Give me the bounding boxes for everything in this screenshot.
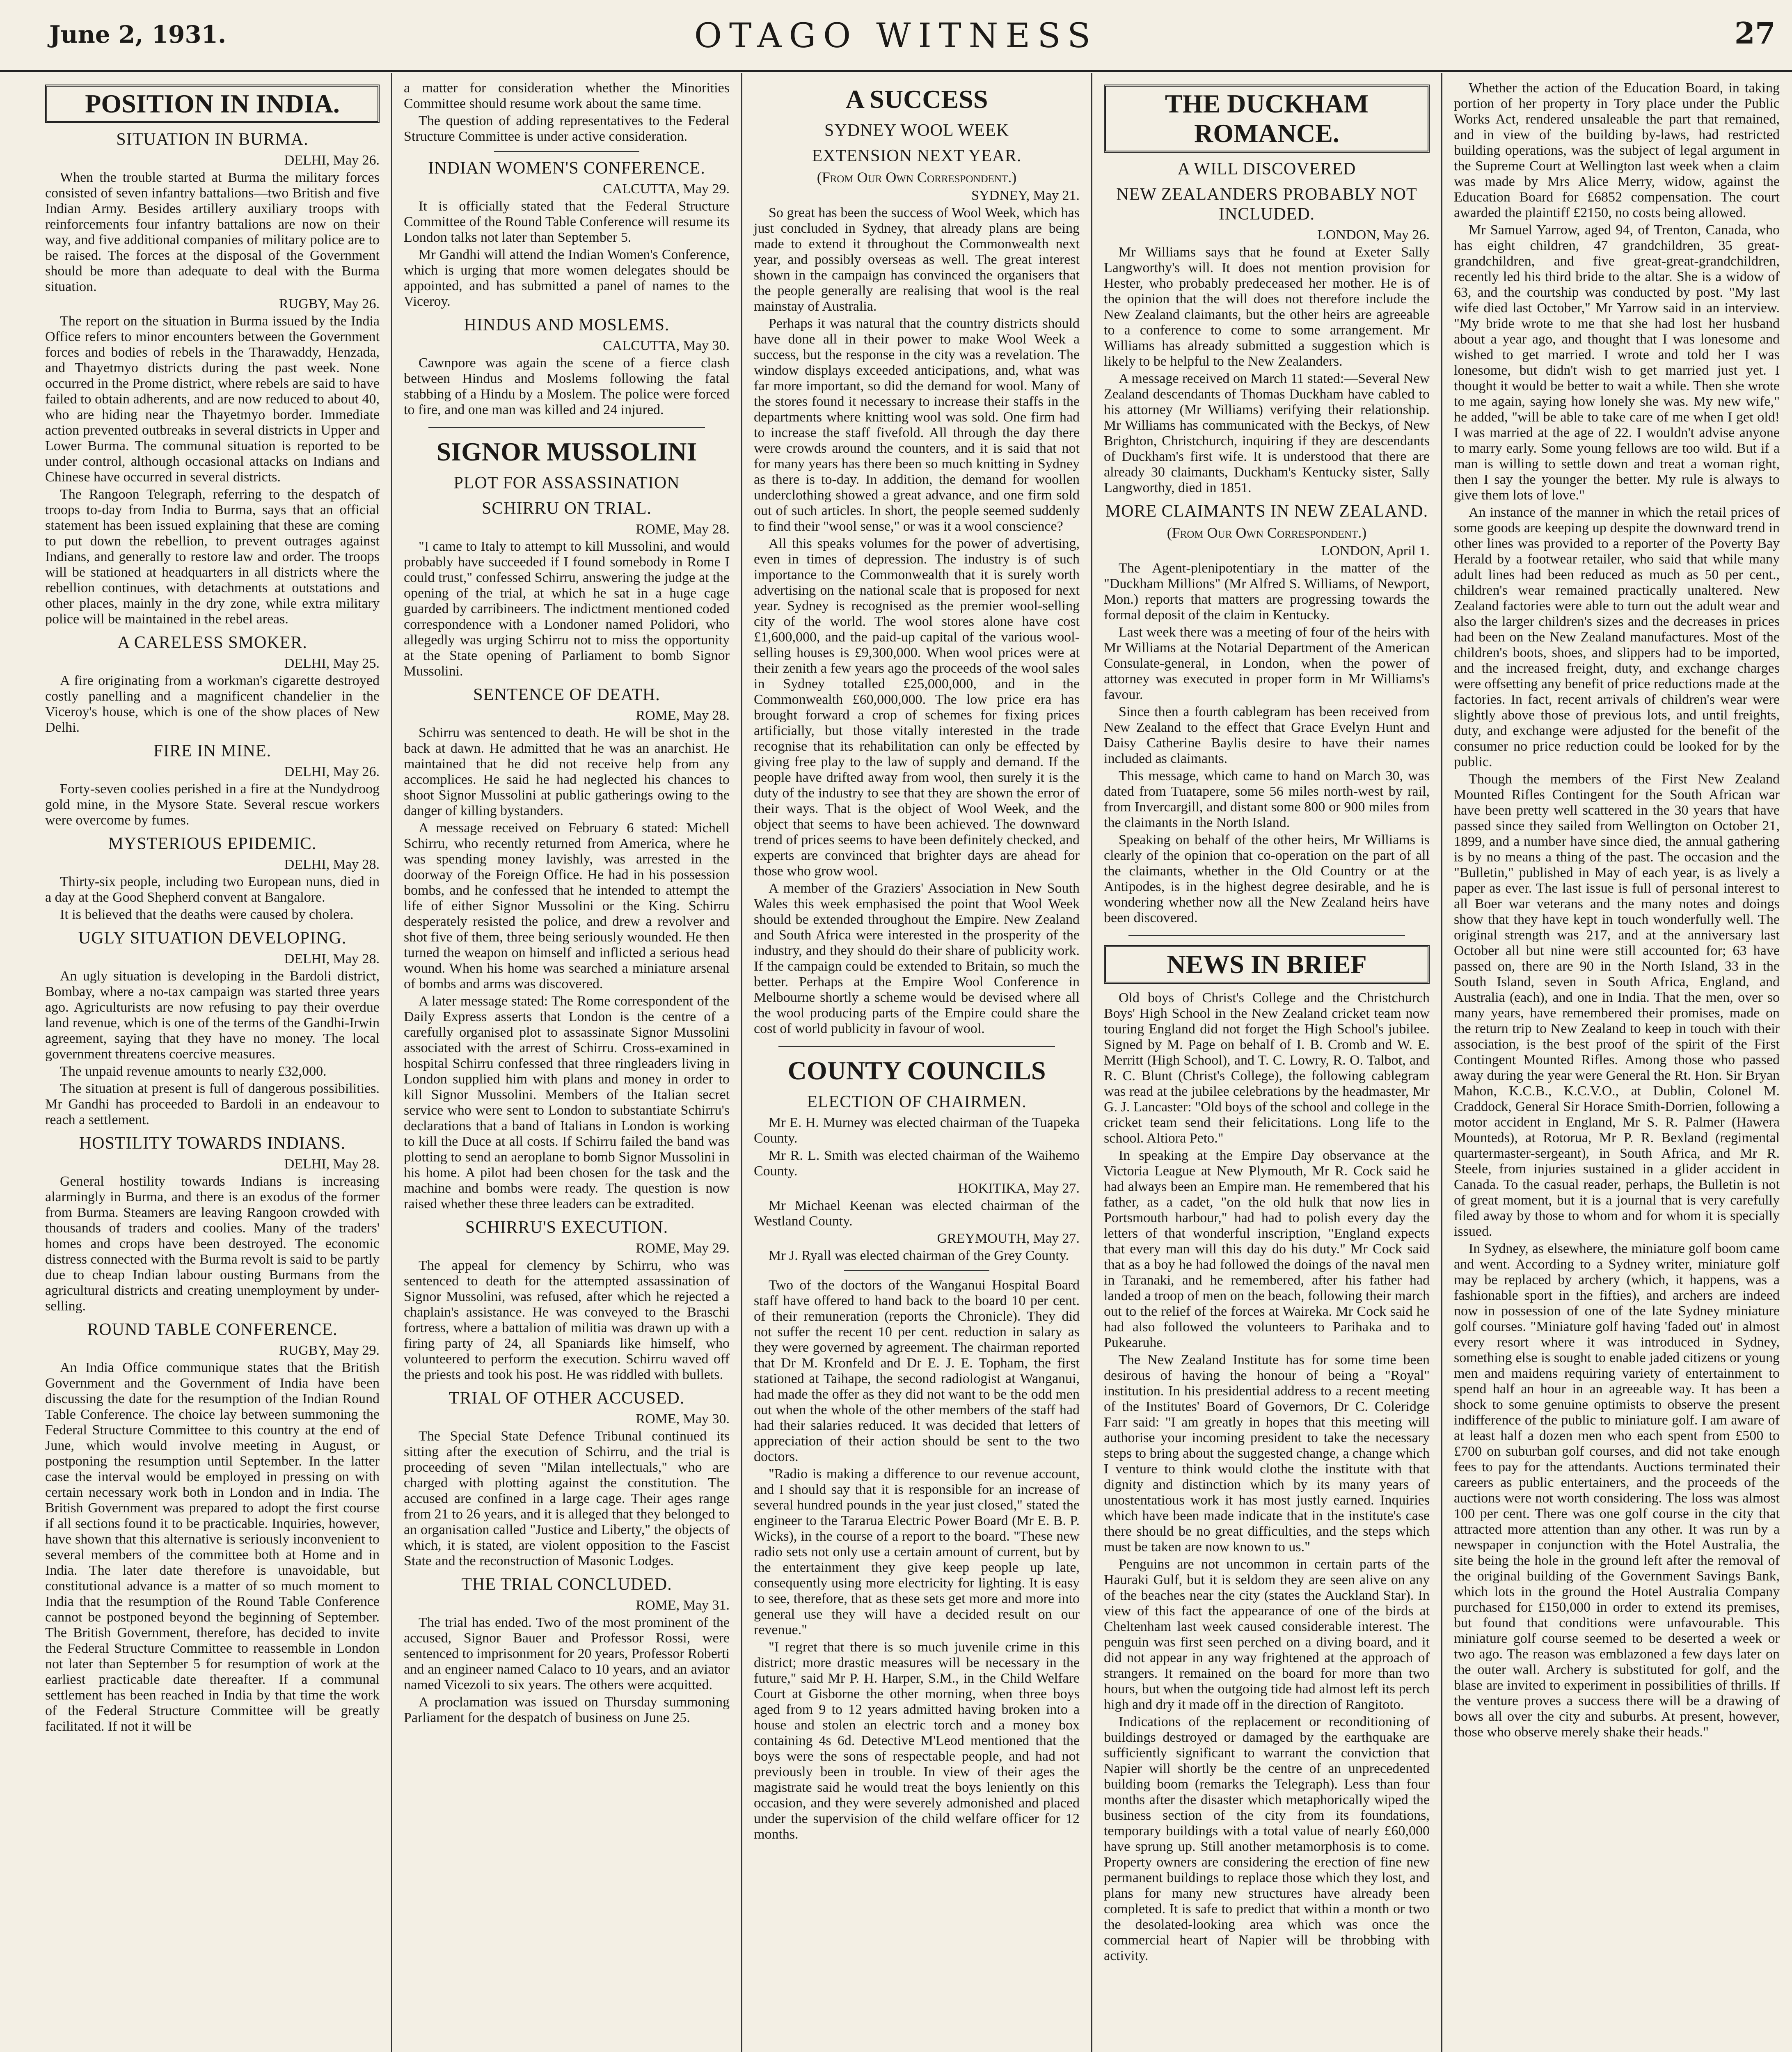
paragraph: In Sydney, as elsewhere, the miniature golf boom came and went. According to a Sydney writer, miniature golf may be replaced by archery (which, it happens, was a fashionable sport in the fifties), and archers are indeed now in possession of one of the late Sydney miniature golf courses. "Miniature golf having 'faded out' in almost every resort where it was introduced in Sydney, something else is sought to enable jaded citizens or young men and maidens requiring variety of entertainment to spend half an hour in an agreeable way. It has been a shock to some genuine optimists to observe the present indifference of the public to miniature golf. I am aware of at least half a dozen men who each spent from £500 to £700 on suburban golf courses, and did not take enough fees to pay for the attendants. Auctions terminated their careers as public entertainers, and the proceeds of the auctions were not worth considering. The loss was almost 100 per cent. There was one golf course in the city that attracted more attention than any other. It was run by a newspaper in conjunction with the Hotel Australia, the site being the hole in the ground left after the removal of the original building of the Government Savings Bank, which lots in the ground the Hotel Australia Company purchased for £150,000 in order to extend its premises, but found that conditions were unfavourable. This miniature golf course seemed to be deserted a week or two ago. The reason was emblazoned a few days later on the outer wall. Archery is substituted for golf, and the blase are invited to experiment in possibilities of thrills. If the venture proves a success there will be a drawing of bows all over the city and suburbs. At present, however, those who observe merely shake their heads." <box>1454 1241 1780 1740</box>
column-4 <box>1091 73 1441 2052</box>
subhead: TRIAL OF OTHER ACCUSED. <box>449 1389 685 1408</box>
paragraph: Mr Gandhi will attend the Indian Women's Conference, which is urging that more women delegates should be appointed, and has submitted a panel of names to the Viceroy. <box>404 247 730 309</box>
paragraph: Mr Samuel Yarrow, aged 94, of Trenton, Canada, who has eight children, 47 grandchildren, 35 great-grandchildren, and five great-great-grandchildren, recently led his third bride to the altar. She is a widow of 63, and the courtship was conducted by post. "My last wife died last October," Mr Yarrow said in an interview. "My bride wrote to me that she had lost her husband about a year ago, and thought that I was lonesome and wished to get married. I wrote and told her I was lonesome, but didn't wish to get married just yet. I thought it would be better to wait a while. Then she wrote to me again, saying how lonely she was. My new wife," he added, "will be able to take care of me when I get old! I was married at the age of 22. I wouldn't advise anyone to marry early. Some young fellows are too wild. But if a man is willing to settle down and treat a woman right, then I say the younger the better. My rule is always to give them lots of love." <box>1454 222 1780 503</box>
subhead: SYDNEY WOOL WEEK <box>824 121 1009 140</box>
divider <box>844 1270 989 1271</box>
dateline: SYDNEY, May 21. <box>971 188 1080 203</box>
paragraph: An instance of the manner in which the retail prices of some goods are keeping up despite the downward trend in other lines was provided to a reporter of the Poverty Bay Herald by a footwear retailer, who said that while many adult lines had been reduced as much as 50 per cent., children's wear remained practically unaltered. New Zealand factories were able to turn out the adult wear and also the larger children's sizes and the decreases in prices had been on the New Zealand manufactures. Most of the children's boots, shoes, and slippers had to be imported, and the increased freight, duty, and exchange charges were offsetting any benefit of price reductions made at the factories. In fact, recent arrivals of children's wear were slightly above those of previous lots, and until freights, duty, and exchange were adjusted for the benefit of the consumer no price reduction could be looked for by the public. <box>1454 505 1780 770</box>
subhead: MYSTERIOUS EPIDEMIC. <box>108 834 317 853</box>
subhead-plot: PLOT FOR ASSASSINATION <box>453 474 680 492</box>
dateline: DELHI, May 28. <box>284 951 380 966</box>
paragraph: Mr Michael Keenan was elected chairman of the Westland County. <box>754 1198 1080 1229</box>
dateline: HOKITIKA, May 27. <box>958 1181 1080 1196</box>
column-2 <box>391 73 741 2052</box>
paragraph: An India Office communique states that the British Government and the Government of India have been discussing the date for the resumption of the Indian Round Table Conference. The choice lay between summoning the Federal Structure Committee to this country at the end of June, which would involve meeting in August, or postponing the resumption until September. In the latter case the interval would be employed in pressing on with certain necessary work both in London and in India. The British Government was prepared to adopt the first course if all sections found it to be practicable. Inquiries, however, have shown that this alternative is seriously inconvenient to several members of the committee both at Home and in India. The later date therefore is unavoidable, but constitutional advance is a matter of so much moment to India that the resumption of the Round Table Conference cannot be postponed beyond the beginning of September. The British Government, therefore, has decided to invite the Federal Structure Committee to reassemble in London not later than September 5 for resumption of work at the earliest practicable date thereafter. If a communal settlement has been reached in India by that time the work of the Federal Structure Committee will be greatly facilitated. If not it will be <box>45 1360 380 1734</box>
paragraph: Mr R. L. Smith was elected chairman of the Waihemo County. <box>754 1148 1080 1179</box>
subhead: A CARELESS SMOKER. <box>117 633 307 652</box>
paragraph: The Agent-plenipotentiary in the matter of the "Duckham Millions" (Mr Alfred S. Williams, of Newport, Mon.) reports that matters are progressing towards the formal deposit of the claim in Kentucky. <box>1104 561 1430 623</box>
dateline: DELHI, May 28. <box>284 1157 380 1172</box>
dateline: LONDON, April 1. <box>1321 543 1430 559</box>
paragraph: The Special State Defence Tribunal continued its sitting after the execution of Schirru, and the trial is proceeding of seven "Milan intellectuals," who are charged with plotting against the constitution. The accused are confined in a large cage. Their ages range from 21 to 26 years, and it is alleged that they belonged to an organisation called "Justice and Liberty," the objects of which, it is stated, are violent opposition to the Fascist State and the reconstruction of Masonic Lodges. <box>404 1429 730 1569</box>
paragraph: a matter for consideration whether the Minorities Committee should resume work about the same time. <box>404 80 730 111</box>
dateline: GREYMOUTH, May 27. <box>937 1231 1080 1246</box>
subhead: HINDUS AND MOSLEMS. <box>464 316 670 334</box>
paragraph: Cawnpore was again the scene of a fierce clash between Hindus and Moslems following the fatal stabbing of a Hindu by a Moslem. The police were forced to fire, and one man was killed and 24 injured. <box>404 355 730 417</box>
column-3 <box>741 73 1091 2052</box>
paragraph: The appeal for clemency by Schirru, who was sentenced to death for the attempted assassination of Signor Mussolini, was refused, after which he rejected a chaplain's assistance. He was conveyed to the Braschi fortress, where a battalion of militia was drawn up with a firing party of 24, all Spaniards like himself, who volunteered to perform the execution. Schirru waved off the priests and took his post. He was riddled with bullets. <box>404 1258 730 1382</box>
paragraph: When the trouble started at Burma the military forces consisted of seven infantry battalions—two British and five Indian Army. Besides artillery auxiliary troops with reinforcements four infantry battalions are now on their way, and five additional companies of military police are to be raised. The forces at the disposal of the Government should be more than adequate to deal with the Burma situation. <box>45 170 380 294</box>
issue-date: June 2, 1931. <box>49 21 227 48</box>
headline-signor-mussolini: SIGNOR MUSSOLINI <box>436 437 697 466</box>
headline-news-in-brief: NEWS IN BRIEF <box>1104 945 1430 984</box>
columns <box>41 73 1792 2052</box>
paragraph: Old boys of Christ's College and the Christchurch Boys' High School in the New Zealand cricket team now touring England did not forget the High School's jubilee. Signed by M. Page on behalf of I. B. Cromb and W. E. Merritt (High School), and T. C. Lowry, R. O. Talbot, and R. C. Blunt (Christ's College), the following cablegram was read at the jubilee celebrations by the headmaster, Mr G. J. Lancaster: "Old boys of the school and college in the cricket team send their felicitations. Long life to the school. Altiora Peto." <box>1104 990 1430 1146</box>
subhead: ROUND TABLE CONFERENCE. <box>87 1320 338 1339</box>
page-number: 27 <box>1734 16 1776 50</box>
paragraph: The situation at present is full of dangerous possibilities. Mr Gandhi has proceeded to Bardoli in an endeavour to reach a settlement. <box>45 1081 380 1127</box>
divider <box>494 151 639 152</box>
paragraph: "I regret that there is so much juvenile crime in this district; more drastic measures will be necessary in the future," said Mr P. H. Harper, S.M., in the Child Welfare Court at Gisborne the other morning, when three boys aged from 9 to 12 years admitted having broken into a house and stolen an electric torch and a money box containing 4s 6d. Detective M'Leod mentioned that the boys were the sons of respectable people, and had not previously been in trouble. In view of their ages the magistrate said he would treat the boys leniently on this occasion, and they were severely admonished and placed under the supervision of the child welfare officer for 12 months. <box>754 1640 1080 1842</box>
paragraph: Two of the doctors of the Wanganui Hospital Board staff have offered to hand back to the board 10 per cent. of their remuneration (reports the Chronicle). They did not suffer the recent 10 per cent. reduction in salary as they were governed by agreement. The chairman reported that Dr M. Kronfeld and Dr E. J. E. Topham, the first stationed at Taihape, the second radiologist at Wanganui, had made the offer as they did not want to be the odd men out when the whole of the other members of the staff had had their salaries reduced. It was decided that letters of appreciation of their action should be sent to the two doctors. <box>754 1278 1080 1464</box>
subhead: FIRE IN MINE. <box>153 742 272 760</box>
subhead: INDIAN WOMEN'S CONFERENCE. <box>428 159 705 178</box>
paragraph: Indications of the replacement or reconditioning of buildings destroyed or damaged by the earthquake are sufficiently significant to warrant the conviction that Napier will shortly be the centre of an unprecedented building boom (remarks the Telegraph). Less than four months after the disaster which metaphorically wiped the business section of the city from its foundations, temporary buildings with a total value of nearly £60,000 have sprung up. Still another metamorphosis is to come. Property owners are considering the erection of fine new permanent buildings to replace those which they lost, and plans for many new structures have already been completed. It is safe to predict that within a month or two the desolated-looking area which was once the commercial heart of Napier will be throbbing with activity. <box>1104 1714 1430 1963</box>
divider <box>778 1046 1055 1047</box>
subhead: NEW ZEALANDERS PROBABLY NOT INCLUDED. <box>1116 185 1417 224</box>
subhead: SENTENCE OF DEATH. <box>473 685 660 704</box>
dateline: CALCUTTA, May 29. <box>603 181 730 197</box>
subhead: A WILL DISCOVERED <box>1177 160 1356 179</box>
subhead: SITUATION IN BURMA. <box>116 130 309 149</box>
headline-duckham-romance: THE DUCKHAM ROMANCE. <box>1104 85 1430 153</box>
paragraph: General hostility towards Indians is increasing alarmingly in Burma, and there is an exodus of the former from Burma. Steamers are leaving Rangoon crowded with thousands of traders and coolies. Many of the traders' homes and crops have been destroyed. The economic distress connected with the Burma revolt is said to be partly due to cheap Indian labour ousting Burmans from the agricultural districts and creating unemployment by under-selling. <box>45 1174 380 1314</box>
paragraph: Mr J. Ryall was elected chairman of the Grey County. <box>769 1248 1069 1263</box>
dateline: CALCUTTA, May 30. <box>603 338 730 353</box>
subhead: MORE CLAIMANTS IN NEW ZEALAND. <box>1105 502 1428 521</box>
paragraph: A later message stated: The Rome correspondent of the Daily Express asserts that London is the centre of a carefully organised plot to assassinate Signor Mussolini associated with the arrest of Schirru. Cross-examined in hospital Schirru confessed that three ringleaders living in London supplied him with plans and money in order to kill Signor Mussolini. Members of the Italian secret service who were sent to London to substantiate Schirru's declarations that a band of Italians in London is working to kill the Duce at all costs. If Schirru failed the band was plotting to send an aeroplane to bomb Signor Mussolini in his home. A pilot had been chosen for the task and the machine and bombs were ready. The question is now raised whether these three leaders can be extradited. <box>404 994 730 1212</box>
paragraph: "I came to Italy to attempt to kill Mussolini, and would probably have succeeded if I found somebody in Rome I could trust," confessed Schirru, answering the judge at the opening of the trial, at which he sat in a huge cage guarded by carribineers. The indictment mentioned coded correspondence with a Londoner named Polidori, who allegedly was urging Schirru not to miss the opportunity at the State opening of Parliament to bomb Signor Mussolini. <box>404 539 730 679</box>
newspaper-title: OTAGO WITNESS <box>694 16 1098 55</box>
paragraph: The New Zealand Institute has for some time been desirous of having the honour of being a "Royal" institution. In his presidential address to a recent meeting of the Institutes' Board of Governors, Dr C. Coleridge Farr said: "I am greatly in hopes that this meeting will authorise your incoming president to take the necessary steps to bring about the suggested change, a change which I venture to think would clothe the institute with that dignity and distinction which by its many years of unostentatious work it has most justly earned. Inquiries which have been made indicate that in the institute's case there should be no great difficulties, and the steps which must be taken are now known to us." <box>1104 1352 1430 1555</box>
dateline: DELHI, May 26. <box>284 153 380 168</box>
paragraph: Schirru was sentenced to death. He will be shot in the back at dawn. He admitted that he was an anarchist. He maintained that he did not receive help from any accomplices. He said he had neglected his chances to shoot Signor Mussolini at public gatherings owing to the danger of killing bystanders. <box>404 725 730 818</box>
subhead: EXTENSION NEXT YEAR. <box>812 147 1022 165</box>
paragraph: In speaking at the Empire Day observance at the Victoria League at New Plymouth, Mr R. Cock said he had always been an Empire man. He remembered that his father, as a cadet, "on the old hulk that now lies in Portsmouth harbour," had had to polish every day the letters of that wonderful inscription, "England expects that every man will this day do his duty." Mr Cock said that as a boy he had followed the doings of the naval men in Taranaki, and he remembered, after his father had landed a troop of men on the beach, following their march out to the relief of the forces at Waireka. Mr Cock said he had also followed the volunteers to Parihaka and to Pukearuhe. <box>1104 1148 1430 1350</box>
dateline: ROME, May 28. <box>636 708 730 723</box>
byline: (From Our Own Correspondent.) <box>1167 524 1367 541</box>
paragraph: A message received on February 6 stated: Michell Schirru, who recently returned from America, where he was spending money lavishly, was arrested in the doorway of the Foreign Office. He had in his possession bombs, and he confessed that he intended to attempt the life of either Signor Mussolini or the King. Schirru desperately resisted the police, and drew a revolver and shot five of them, three being seriously wounded. He then turned the weapon on himself and inflicted a serious head wound. When his home was searched a miniature arsenal of bombs and arms was discovered. <box>404 820 730 992</box>
paragraph: Though the members of the First New Zealand Mounted Rifles Contingent for the South African war have been pretty well scattered in the 30 years that have passed since they sailed from Wellington on October 21, 1899, and a number have since died, the annual gathering is by no means a thing of the past. The occasion and the "Bulletin," published in May of each year, is as lively a paper as ever. The last issue is full of personal interest to all Boer war veterans and the many notes and doings show that they have kept in touch wonderfully well. The original strength was 217, and at the anniversary last October all but nine were still accounted for; 63 have passed on, there are 90 in the North Island, 33 in the South Island, seven in South Africa, England, and Australia (each), and one in India. That the men, over so many years, have remembered their promises, made on the return trip to New Zealand to keep in touch with their association, is the best proof of the spirit of the First Contingent Mounted Rifles. Among those who passed away during the year were General the Rt. Hon. Sir Bryan Mahon, K.C.B., K.C.V.O., at Dublin, Colonel M. Craddock, General Sir Horace Smith-Dorrien, following a motor accident in England, Mr S. R. Palmer (Hawera Mounteds), at Rotorua, Mr P. R. Bexland (regimental quartermaster-sergeant), in South Africa, and Mr R. Steele, from injuries sustained in a glider accident in Canada. To the casual reader, perhaps, the Bulletin is not of great moment, but it is a journal that is very carefully filed away by those to whom and for whom it is specially issued. <box>1454 772 1780 1239</box>
dateline: DELHI, May 28. <box>284 857 380 872</box>
paragraph: The Rangoon Telegraph, referring to the despatch of troops to-day from India to Burma, says that an official statement has been issued explaining that these are coming to put down the rebellion, to prevent outrages against Indians, and generally to restore law and order. The troops will be stationed at headquarters in all districts where the rebellion continues, with detachments at outstations and other places, mainly in the dry zone, while extra military police will be maintained in the rebel areas. <box>45 487 380 627</box>
dateline: RUGBY, May 26. <box>279 296 380 311</box>
byline: (From Our Own Correspondent.) <box>817 169 1017 186</box>
dateline: ROME, May 29. <box>636 1241 730 1256</box>
dateline: DELHI, May 26. <box>284 764 380 779</box>
paragraph: A proclamation was issued on Thursday summoning Parliament for the despatch of business on June 25. <box>404 1695 730 1725</box>
paragraph: So great has been the success of Wool Week, which has just concluded in Sydney, that already plans are being made to extend it throughout the Commonwealth next year, and possibly overseas as well. The great interest shown in the campaign has convinced the organisers that the people generally are realising that wool is the real mainstay of Australia. <box>754 205 1080 314</box>
dateline: DELHI, May 25. <box>284 656 380 671</box>
headline-position-in-india: POSITION IN INDIA. <box>45 85 380 123</box>
paragraph: A message received on March 11 stated:—Several New Zealand descendants of Thomas Duckham have cabled to his attorney (Mr Williams) verifying their relationship. Mr Williams has communicated with the Beckys, of New Brighton, Christchurch, inquiring if they are descendants of Duckham's first wife. It is understood that there are already 30 claimants, Duckham's Kentucky sister, Sally Langworthy, died in 1851. <box>1104 371 1430 495</box>
dateline: ROME, May 31. <box>636 1598 730 1613</box>
paragraph: Last week there was a meeting of four of the heirs with Mr Williams at the Notarial Department of the American Consulate-general, in London, when the power of attorney was executed in proper form in Mr Williams's favour. <box>1104 625 1430 702</box>
paragraph: A member of the Graziers' Association in New South Wales this week emphasised the point that Wool Week should be extended throughout the Empire. New Zealand and South Africa were interested in the prosperity of the industry, and they should do their share of publicity work. If the campaign could be extended to Britain, so much the better. Perhaps at the Empire Wool Conference in Melbourne shortly a scheme would be devised where all the wool producing parts of the Empire could share the cost of world publicity in favour of wool. <box>754 881 1080 1036</box>
paragraph: This message, which came to hand on March 30, was dated from Tuatapere, some 56 miles north-west by rail, from Invercargill, and distant some 800 or 900 miles from the claimants in the North Island. <box>1104 768 1430 830</box>
subhead: SCHIRRU'S EXECUTION. <box>465 1218 668 1237</box>
paragraph: A fire originating from a workman's cigarette destroyed costly panelling and a magnificent chandelier in the Viceroy's house, which is one of the show places of New Delhi. <box>45 673 380 735</box>
divider <box>1128 935 1405 936</box>
paragraph: Since then a fourth cablegram has been received from New Zealand to the effect that Grace Evelyn Hunt and Daisy Catherine Baylis desire to have their names included as claimants. <box>1104 704 1430 766</box>
dateline: RUGBY, May 29. <box>279 1343 380 1358</box>
column-5 <box>1441 73 1791 2052</box>
divider <box>428 427 705 428</box>
paragraph: Forty-seven coolies perished in a fire at the Nundydroog gold mine, in the Mysore State. Several rescue workers were overcome by fumes. <box>45 781 380 828</box>
headline-a-success: A SUCCESS <box>845 85 988 114</box>
paragraph: Perhaps it was natural that the country districts should have done all in their power to make Wool Week a success, but the response in the city was a revelation. The window displays exceeded anticipations, and, what was far more important, so did the demand for wool. Many of the stores found it necessary to increase their staffs in the departments where knitting wool was sold. One firm had to increase the staff fivefold. All through the day there were crowds around the counters, and it is said that not for many years has there been so much knitting in Sydney as there is to-day. In addition, the demand for woollen underclothing showed a great advance, and one firm sold out of such articles. In short, the people seemed suddenly to find their "wool sense," or was it a wool conscience? <box>754 316 1080 534</box>
column-1 <box>41 73 391 2052</box>
subhead: UGLY SITUATION DEVELOPING. <box>78 929 347 948</box>
paragraph: It is officially stated that the Federal Structure Committee of the Round Table Conference will resume its London talks not later than September 5. <box>404 199 730 245</box>
masthead <box>0 0 1792 72</box>
paragraph: "Radio is making a difference to our revenue account, and I should say that it is responsible for an increase of several hundred pounds in the year just closed," stated the engineer to the Tararua Electric Power Board (Mr E. B. P. Wicks), in the course of a report to the board. "These new radio sets not only use a certain amount of current, but by the entertainment they give keep people up late, consequently using more electricity for lighting. It is easy to see, therefore, that as these sets get more and more into general use they will have a decided result on our revenue." <box>754 1466 1080 1637</box>
paragraph: The report on the situation in Burma issued by the India Office refers to minor encounters between the Government forces and bodies of rebels in the Tharawaddy, Henzada, and Thayetmyo districts during the past week. None occurred in the Prome district, where rebels are said to have failed to obtain adherents, and are now reduced to about 40, who are hiding near the Thayetmyo border. Immediate action prevented outbreaks in several districts in Upper and Lower Burma. The communal situation is reported to be under control, although occasional attacks on Indians and Chinese have occurred in several districts. <box>45 314 380 485</box>
paragraph: An ugly situation is developing in the Bardoli district, Bombay, where a no-tax campaign was started three years ago. Agriculturists are now refusing to pay their overdue land revenue, which is one of the terms of the Gandhi-Irwin agreement, saying that they have no money. The local government threatens coercive measures. <box>45 969 380 1062</box>
paragraph: All this speaks volumes for the power of advertising, even in times of depression. The industry is of such importance to the Commonwealth that it is surely worth advertising on the national scale that is proposed for next year. Sydney is recognised as the premier wool-selling city of the world. The wool stores alone have cost £1,600,000, and the paid-up capital of the various wool-selling houses is £9,300,000. When wool prices were at their zenith a few years ago the proceeds of the wool sales in Sydney totalled £25,000,000, and in the Commonwealth £60,000,000. The low price era has brought forward a crop of schemes for fixing prices artificially, but those vitally interested in the trade recognise that its rehabilitation can only be effected by giving free play to the law of supply and demand. If the people have drifted away from wool, then surely it is the duty of the industry to see that they are shown the error of their ways. That is the object of Wool Week, and the object that seems to have been achieved. The downward trend of prices seems to have been definitely checked, and experts are convinced that brighter days are ahead for those who grow wool. <box>754 536 1080 879</box>
subhead: HOSTILITY TOWARDS INDIANS. <box>79 1134 346 1153</box>
paragraph: Mr E. H. Murney was elected chairman of the Tuapeka County. <box>754 1115 1080 1146</box>
paragraph: The trial has ended. Two of the most prominent of the accused, Signor Bauer and Professor Rossi, were sentenced to imprisonment for 20 years, Professor Roberti and an engineer named Calaco to 10 years, and an aviator named Vicezoli to six years. The others were acquitted. <box>404 1615 730 1692</box>
headline-county-councils: COUNTY COUNCILS <box>787 1056 1046 1085</box>
paragraph: Speaking on behalf of the other heirs, Mr Williams is clearly of the opinion that co-operation on the part of all the claimants, whether in the Old Country or at the Antipodes, is in the highest degree desirable, and he is wondering whether now all the New Zealand heirs have been discovered. <box>1104 832 1430 925</box>
paragraph: Mr Williams says that he found at Exeter Sally Langworthy's will. It does not mention provision for Hester, who probably predeceased her mother. He is of the opinion that the will does not therefore include the New Zealand claimants, but the other heirs are agreeable to a conference to come to some arrangement. Mr Williams has already submitted a suggestion which is likely to be helpful to the New Zealanders. <box>1104 245 1430 369</box>
paragraph: Thirty-six people, including two European nuns, died in a day at the Good Shepherd convent at Bangalore. <box>45 874 380 905</box>
dateline: ROME, May 30. <box>636 1411 730 1427</box>
paragraph: It is believed that the deaths were caused by cholera. <box>60 907 354 922</box>
paragraph: The unpaid revenue amounts to nearly £32,000. <box>60 1064 327 1079</box>
subhead: THE TRIAL CONCLUDED. <box>461 1575 672 1594</box>
paragraph: Penguins are not uncommon in certain parts of the Hauraki Gulf, but it is seldom they are seen alive on any of the beaches near the city (states the Auckland Star). In view of this fact the appearance of one of the birds at Cheltenham last week caused considerable interest. The penguin was first seen perched on a diving board, and it did not appear in any way frightened at the approach of strangers. It remained on the board for more than two hours, but when the outgoing tide had almost left its perch high and dry it made off in the direction of Rangitoto. <box>1104 1557 1430 1712</box>
dateline: ROME, May 28. <box>636 522 730 537</box>
subhead: ELECTION OF CHAIRMEN. <box>807 1092 1027 1111</box>
subhead: SCHIRRU ON TRIAL. <box>481 499 652 518</box>
paragraph: The question of adding representatives to the Federal Structure Committee is under active consideration. <box>404 113 730 144</box>
paragraph: Whether the action of the Education Board, in taking portion of her property in Tory place under the Public Works Act, rendered unsaleable the part that remained, and in view of the building by-laws, had restricted building operations, was the subject of legal argument in the Supreme Court at Wellington last week when a claim was made by Mrs Alice Merry, widow, against the Education Board for £6852 compensation. The court awarded the plaintiff £2150, no costs being allowed. <box>1454 80 1780 220</box>
dateline: LONDON, May 26. <box>1317 227 1430 243</box>
